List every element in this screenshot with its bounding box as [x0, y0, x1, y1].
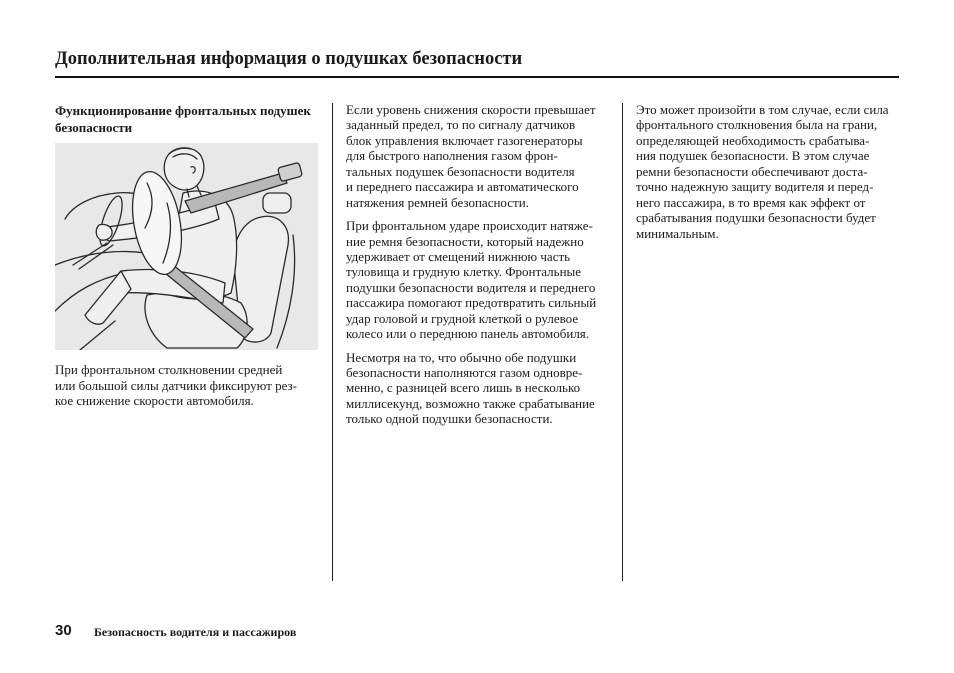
- text-line: кое снижение скорости автомобиля.: [55, 393, 254, 408]
- text-line: удерживает от смещений нижнюю часть: [346, 248, 571, 264]
- text-line: срабатывания подушки безопасности будет: [636, 210, 876, 226]
- text-line: При фронтальном ударе происходит натяже-: [346, 218, 593, 234]
- text-line: натяжения ремней безопасности.: [346, 194, 529, 210]
- column-left-paragraph: [55, 362, 297, 409]
- headrest: [263, 193, 291, 213]
- text-line: пассажира помогают предотвратить сильный: [346, 295, 597, 311]
- text-line: минимальным.: [636, 225, 719, 241]
- column-middle: [346, 102, 596, 427]
- text-line: ремни безопасности обеспечивают доста-: [636, 163, 868, 179]
- paragraph: [636, 102, 889, 241]
- text-line: При фронтальном столкновении средней: [55, 362, 283, 377]
- hand: [96, 224, 112, 240]
- text-line: менно, с разницей всего лишь в несколько: [346, 380, 581, 396]
- section-subheading: [55, 102, 311, 136]
- text-line: Это может произойти в том случае, если сила: [636, 102, 889, 117]
- text-line: удар головой и грудной клеткой о рулевое: [346, 310, 579, 326]
- text-line: тальных подушек безопасности водителя: [346, 163, 575, 179]
- text-line: или большой силы датчики фиксируют рез-: [55, 377, 297, 393]
- page-number: 30: [55, 622, 72, 639]
- text-line: безопасности: [55, 120, 133, 135]
- title-rule: [55, 76, 899, 78]
- text-line: определяющей необходимость срабатыва-: [636, 132, 870, 148]
- text-line: миллисекунд, возможно также срабатывание: [346, 395, 595, 411]
- page-title: Дополнительная информация о подушках безопасности: [55, 49, 523, 69]
- text-line: блок управления включает газогенераторы: [346, 132, 583, 148]
- paragraph: [346, 218, 596, 342]
- column-divider-left: [332, 103, 333, 581]
- text-line: ние ремня безопасности, который надежно: [346, 233, 584, 249]
- column-right: [636, 102, 889, 241]
- text-line: точно надежную защиту водителя и перед-: [636, 179, 874, 195]
- text-line: подушки безопасности водителя и переднего: [346, 279, 596, 295]
- text-line: и переднего пассажира и автоматического: [346, 179, 579, 195]
- text-line: Несмотря на то, что обычно обе подушки: [346, 349, 577, 365]
- text-line: только одной подушки безопасности.: [346, 411, 553, 427]
- text-line: колесо или о переднюю панель автомобиля.: [346, 326, 590, 342]
- text-line: ния подушек безопасности. В этом случае: [636, 148, 870, 164]
- airbag-illustration: [55, 143, 318, 350]
- text-line: для быстрого наполнения газом фрон-: [346, 148, 558, 164]
- text-line: Если уровень снижения скорости превышает: [346, 102, 596, 117]
- text-line: безопасности наполняются газом одновре-: [346, 365, 583, 380]
- footer-section-title: Безопасность водителя и пассажиров: [94, 625, 297, 639]
- column-divider-right: [622, 103, 623, 581]
- airbag-figure: [55, 143, 318, 350]
- text-line: него пассажира, в то время как эффект от: [636, 194, 866, 210]
- paragraph: [346, 102, 596, 210]
- text-line: Функционирование фронтальных подушек: [55, 103, 311, 118]
- paragraph: [346, 350, 596, 427]
- text-line: фронтального столкновения была на грани,: [636, 117, 878, 133]
- text-line: туловища и грудную клетку. Фронтальные: [346, 264, 582, 280]
- text-line: заданный предел, то по сигналу датчиков: [346, 117, 576, 133]
